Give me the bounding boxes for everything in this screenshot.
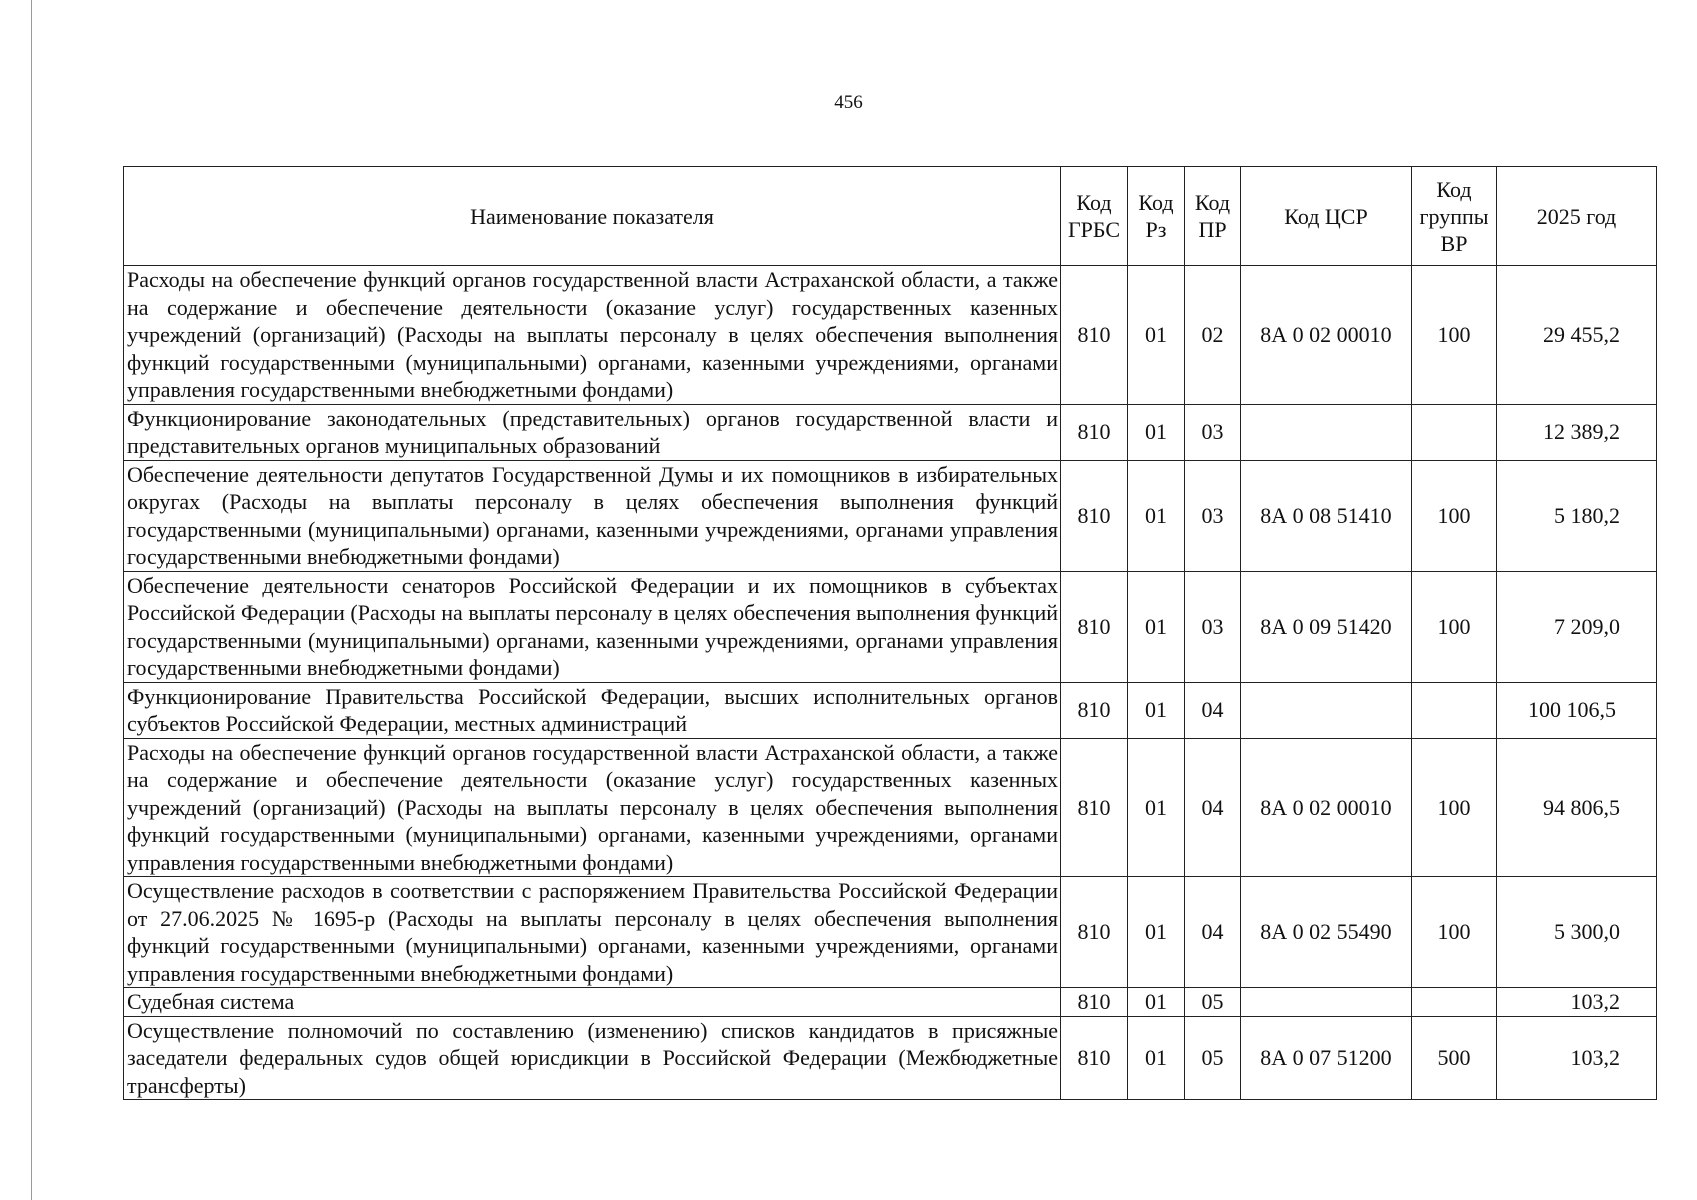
left-margin-line [31,0,32,1200]
row-grbs: 810 [1061,404,1128,460]
row-amount: 29 455,2 [1497,266,1657,405]
header-row [124,167,1657,266]
row-pr: 04 [1185,877,1241,988]
row-vr [1412,404,1497,460]
row-amount: 5 300,0 [1497,877,1657,988]
row-name: Расходы на обеспечение функций органов государственной власти Астраханской области, а также на содержание и обеспечение деятельности (оказание услуг) государственных казенных учреждений (организаций) (Расходы на выплаты персоналу в целях обеспечения выполнения функций государственными (муниципальными) органами, казенными учреждениями, органами управления государственными внебюджетными фондами) [124,738,1061,877]
header-pr: Код ПР [1185,167,1241,266]
row-grbs: 810 [1061,988,1128,1017]
row-csr: 8А 0 02 00010 [1241,266,1412,405]
header-name: Наименование показателя [124,167,1061,266]
row-csr: 8А 0 08 51410 [1241,460,1412,571]
row-amount: 103,2 [1497,988,1657,1017]
row-pr: 03 [1185,460,1241,571]
row-grbs: 810 [1061,682,1128,738]
table-row [124,404,1657,460]
row-name: Осуществление полномочий по составлению (изменению) списков кандидатов в присяжные заседатели федеральных судов общей юрисдикции в Российской Федерации (Межбюджетные трансферты) [124,1016,1061,1100]
header-year: 2025 год [1497,167,1657,266]
row-pr: 03 [1185,404,1241,460]
row-pr: 02 [1185,266,1241,405]
row-pr: 05 [1185,1016,1241,1100]
row-name: Расходы на обеспечение функций органов государственной власти Астраханской области, а также на содержание и обеспечение деятельности (оказание услуг) государственных казенных учреждений (организаций) (Расходы на выплаты персоналу в целях обеспечения выполнения функций государственными (муниципальными) органами, казенными учреждениями, органами управления государственными внебюджетными фондами) [124,266,1061,405]
row-vr: 500 [1412,1016,1497,1100]
row-grbs: 810 [1061,877,1128,988]
header-csr: Код ЦСР [1241,167,1412,266]
table-row [124,571,1657,682]
row-pr: 03 [1185,571,1241,682]
budget-table [123,166,1657,1100]
table-row [124,988,1657,1017]
row-vr: 100 [1412,877,1497,988]
table-row [124,738,1657,877]
row-grbs: 810 [1061,266,1128,405]
row-rz: 01 [1128,404,1185,460]
row-vr: 100 [1412,738,1497,877]
row-vr: 100 [1412,266,1497,405]
row-vr: 100 [1412,571,1497,682]
row-csr: 8А 0 09 51420 [1241,571,1412,682]
header-vr: Код группы ВР [1412,167,1497,266]
row-csr [1241,404,1412,460]
row-rz: 01 [1128,877,1185,988]
table-row [124,266,1657,405]
row-name: Обеспечение деятельности сенаторов Российской Федерации и их помощников в субъектах Российской Федерации (Расходы на выплаты персоналу в целях обеспечения выполнения функций государственными (муниципальными) органами, казенными учреждениями, органами управления государственными внебюджетными фондами) [124,571,1061,682]
row-name: Функционирование законодательных (представительных) органов государственной власти и представительных органов муниципальных образований [124,404,1061,460]
row-amount: 12 389,2 [1497,404,1657,460]
row-amount: 100 106,5 [1497,682,1657,738]
row-pr: 04 [1185,682,1241,738]
row-pr: 05 [1185,988,1241,1017]
row-amount: 103,2 [1497,1016,1657,1100]
row-pr: 04 [1185,738,1241,877]
header-rz: Код Рз [1128,167,1185,266]
row-rz: 01 [1128,1016,1185,1100]
row-vr [1412,682,1497,738]
row-csr: 8А 0 07 51200 [1241,1016,1412,1100]
row-vr: 100 [1412,460,1497,571]
table-row [124,1016,1657,1100]
row-rz: 01 [1128,266,1185,405]
row-name: Судебная система [124,988,1061,1017]
row-csr: 8А 0 02 00010 [1241,738,1412,877]
row-name: Обеспечение деятельности депутатов Государственной Думы и их помощников в избирательных округах (Расходы на выплаты персоналу в целях обеспечения выполнения функций государственными (муниципальными) органами, казенными учреждениями, органами управления государственными внебюджетными фондами) [124,460,1061,571]
row-name: Осуществление расходов в соответствии с распоряжением Правительства Российской Федерации от 27.06.2025 № 1695-р (Расходы на выплаты персоналу в целях обеспечения выполнения функций государственными (муниципальными) органами, казенными учреждениями, органами управления государственными внебюджетными фондами) [124,877,1061,988]
row-csr [1241,988,1412,1017]
row-rz: 01 [1128,738,1185,877]
row-name: Функционирование Правительства Российской Федерации, высших исполнительных органов субъектов Российской Федерации, местных администраций [124,682,1061,738]
row-grbs: 810 [1061,738,1128,877]
row-grbs: 810 [1061,460,1128,571]
row-rz: 01 [1128,988,1185,1017]
row-vr [1412,988,1497,1017]
table-row [124,682,1657,738]
page-number: 456 [834,92,863,113]
row-amount: 94 806,5 [1497,738,1657,877]
row-rz: 01 [1128,682,1185,738]
row-grbs: 810 [1061,571,1128,682]
row-amount: 5 180,2 [1497,460,1657,571]
row-csr [1241,682,1412,738]
row-grbs: 810 [1061,1016,1128,1100]
header-grbs: Код ГРБС [1061,167,1128,266]
row-rz: 01 [1128,460,1185,571]
row-csr: 8А 0 02 55490 [1241,877,1412,988]
row-rz: 01 [1128,571,1185,682]
row-amount: 7 209,0 [1497,571,1657,682]
table-row [124,877,1657,988]
table-row [124,460,1657,571]
